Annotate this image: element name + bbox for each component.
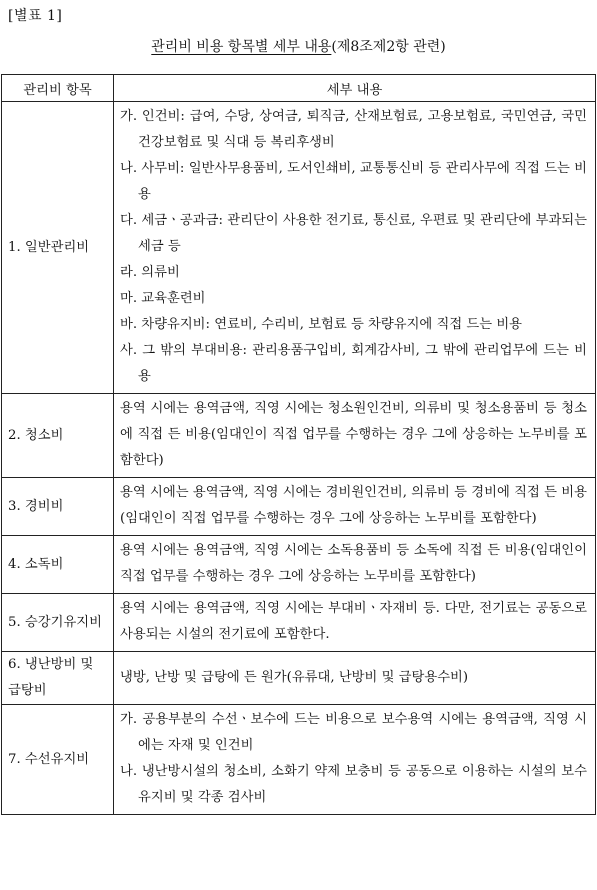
cost-items-table <box>1 74 596 815</box>
category-cell: 4. 소독비 <box>2 536 114 594</box>
title-reference: (제8조제2항 관련) <box>331 39 446 55</box>
detail-item: 가. 공용부분의 수선ㆍ보수에 드는 비용으로 보수용역 시에는 용역금액, 직영 시에는 자재 및 인건비 <box>120 712 587 753</box>
table-row <box>2 705 596 815</box>
detail-item: 마. 교육훈련비 <box>120 291 206 306</box>
table-row <box>2 102 596 394</box>
details-cell: 용역 시에는 용역금액, 직영 시에는 소독용품비 등 소독에 직접 든 비용(임대인이 직접 업무를 수행하는 경우 그에 상응하는 노무비를 포함한다) <box>114 536 596 594</box>
details-cell <box>114 102 596 394</box>
table-row <box>2 394 596 478</box>
document-title <box>0 36 597 56</box>
annex-label: [별표 1] <box>8 8 63 24</box>
detail-item: 사. 그 밖의 부대비용: 관리용품구입비, 회계감사비, 그 밖에 관리업무에 드는 비용 <box>120 343 587 384</box>
detail-item: 다. 세금ㆍ공과금: 관리단이 사용한 전기료, 통신료, 우편료 및 관리단에 부과되는 세금 등 <box>120 213 587 254</box>
detail-item: 나. 냉난방시설의 청소비, 소화기 약제 보충비 등 공동으로 이용하는 시설의 보수유지비 및 각종 검사비 <box>120 764 587 805</box>
table-header-row <box>2 75 596 102</box>
detail-item: 나. 사무비: 일반사무용품비, 도서인쇄비, 교통통신비 등 관리사무에 직접 드는 비용 <box>120 161 587 202</box>
header-details: 세부 내용 <box>114 75 596 102</box>
details-cell: 용역 시에는 용역금액, 직영 시에는 청소원인건비, 의류비 및 청소용품비 등 청소에 직접 든 비용(임대인이 직접 업무를 수행하는 경우 그에 상응하는 노무비를 포함한다) <box>114 394 596 478</box>
category-cell: 6. 냉난방비 및 급탕비 <box>2 652 114 705</box>
category-cell: 5. 승강기유지비 <box>2 594 114 652</box>
category-cell: 2. 청소비 <box>2 394 114 478</box>
table-row <box>2 536 596 594</box>
details-cell: 용역 시에는 용역금액, 직영 시에는 경비원인건비, 의류비 등 경비에 직접 든 비용(임대인이 직접 업무를 수행하는 경우 그에 상응하는 노무비를 포함한다) <box>114 478 596 536</box>
title-main: 관리비 비용 항목별 세부 내용 <box>151 39 332 55</box>
detail-item: 가. 인건비: 급여, 수당, 상여금, 퇴직금, 산재보험료, 고용보험료, 국민연금, 국민건강보험료 및 식대 등 복리후생비 <box>120 109 587 150</box>
table-row <box>2 594 596 652</box>
detail-item: 라. 의류비 <box>120 265 180 280</box>
category-cell: 1. 일반관리비 <box>2 102 114 394</box>
detail-item: 바. 차량유지비: 연료비, 수리비, 보험료 등 차량유지에 직접 드는 비용 <box>120 317 523 332</box>
category-cell: 7. 수선유지비 <box>2 705 114 815</box>
details-cell: 용역 시에는 용역금액, 직영 시에는 부대비ㆍ자재비 등. 다만, 전기료는 공동으로 사용되는 시설의 전기료에 포함한다. <box>114 594 596 652</box>
table-row <box>2 478 596 536</box>
header-category: 관리비 항목 <box>2 75 114 102</box>
details-cell: 냉방, 난방 및 급탕에 든 원가(유류대, 난방비 및 급탕용수비) <box>114 652 596 705</box>
details-cell <box>114 705 596 815</box>
table-row <box>2 652 596 705</box>
category-cell: 3. 경비비 <box>2 478 114 536</box>
